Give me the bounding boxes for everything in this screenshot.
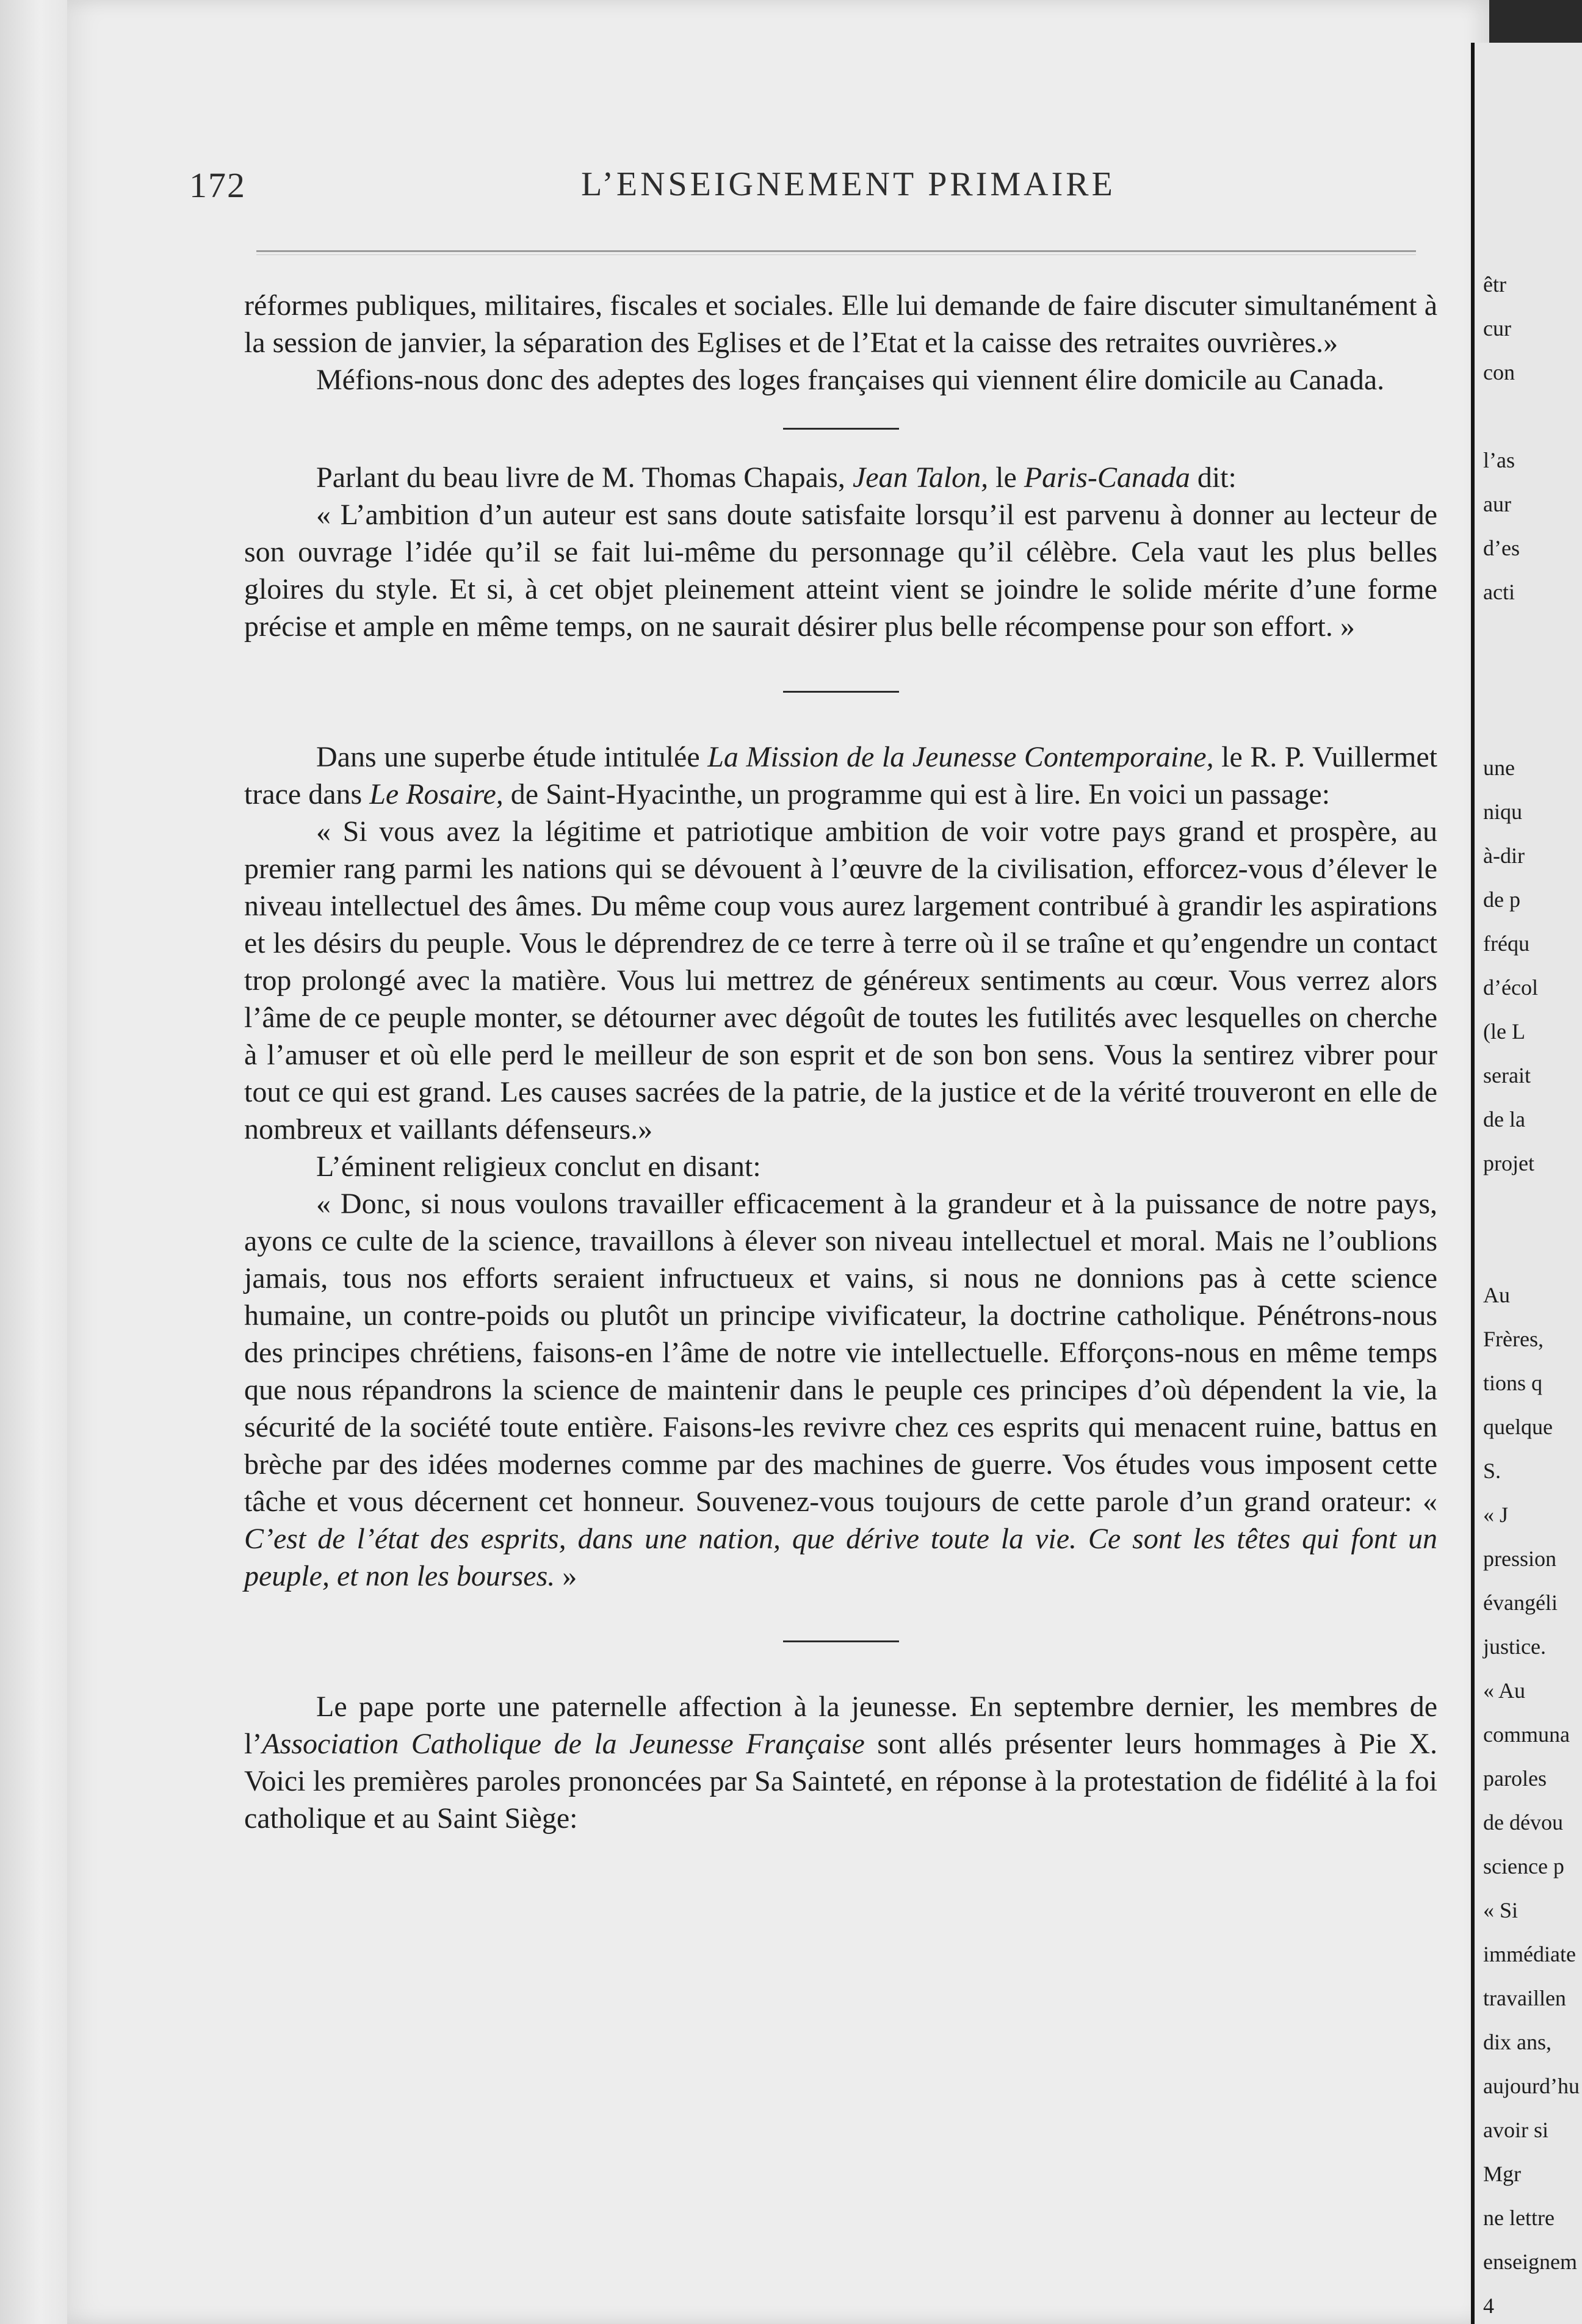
facing-page-fragment: S. <box>1483 1459 1501 1483</box>
italic-text: Paris-Canada <box>1024 461 1190 494</box>
paragraph <box>244 287 1437 361</box>
facing-page-fragment: d’es <box>1483 536 1520 560</box>
text-run: « Si vous avez la légitime et patriotique ambition de voir votre pays grand et prospère, au premier rang parmi les nations qui se dévouent à l’œuvre de la civilisation, efforcez-vous d’élever le niveau intellectuel des âmes. Du même coup vous aurez largement contribué à grandir les aspirations et les désirs du peuple. Vous le déprendrez de ce terre à terre où il se traîne et qu’engendre un contact trop prolongé avec la matière. Vous lui mettrez de généreux sentiments au cœur. Vous verrez alors l’âme de ce peuple monter, se détourner avec dégoût de toutes les futilités avec lesquelles on cherche à l’amuser et où elle perd le meilleur de son esprit et de son bon sens. Vous la sentirez vibrer pour tout ce qui est grand. Les causes sacrées de la patrie, de la justice et de la vérité trouveront en elle de nombreux et vaillants défenseurs.» <box>244 815 1437 1146</box>
text-run: Le pape porte une paternelle affection à la jeunesse. En septembre dernier, les membres de l’ <box>244 1691 1437 1760</box>
facing-page-edge <box>1471 43 1582 2324</box>
facing-page-fragment: d’écol <box>1483 975 1538 1000</box>
facing-page-fragment <box>1475 702 1582 746</box>
facing-page-fragment: communa <box>1483 1722 1570 1747</box>
facing-page-fragment: « J <box>1483 1503 1509 1527</box>
italic-text: La Mission de la Jeunesse Contemporaine, <box>707 741 1214 773</box>
facing-page-fragment <box>1475 1229 1582 1273</box>
page-number: 172 <box>189 165 246 205</box>
paragraph <box>244 496 1437 645</box>
facing-page-fragment <box>1475 658 1582 702</box>
paragraph <box>244 1185 1437 1595</box>
facing-page-fragment: science p <box>1483 1854 1564 1878</box>
facing-page-fragment <box>1475 218 1582 262</box>
italic-text: C’est de l’état des esprits, dans une nation, que dérive toute la vie. Ce sont les têtes qui font un peuple, et non les bourses. <box>244 1523 1437 1592</box>
facing-page-fragment: évangéli <box>1483 1590 1558 1615</box>
facing-page-fragment: « Si <box>1483 1898 1519 1922</box>
page-header <box>189 165 1434 220</box>
facing-page-fragment <box>1475 43 1582 87</box>
facing-page-fragment: avoir si <box>1483 2118 1548 2142</box>
facing-page-fragment: immédiate <box>1483 1942 1576 1966</box>
facing-page-fragment: dix ans, <box>1483 2030 1551 2054</box>
facing-page-fragment: (le L <box>1483 1019 1525 1044</box>
paragraph <box>244 1688 1437 1837</box>
facing-page-fragment: pression <box>1483 1546 1556 1571</box>
facing-page-fragment: une <box>1483 756 1515 780</box>
header-rule <box>256 250 1416 255</box>
facing-page-fragment <box>1475 87 1582 131</box>
facing-page-fragment <box>1475 131 1582 175</box>
italic-text: Le Rosaire, <box>369 778 504 810</box>
facing-page-fragment: paroles <box>1483 1766 1547 1791</box>
facing-page-fragment: acti <box>1483 580 1515 604</box>
paragraph <box>244 738 1437 813</box>
text-run: L’éminent religieux conclut en disant: <box>316 1150 761 1183</box>
facing-page-fragment <box>1475 614 1582 658</box>
facing-page-fragment: Au <box>1483 1283 1510 1307</box>
facing-page-fragment: serait <box>1483 1063 1531 1088</box>
facing-page-fragment: justice. <box>1483 1634 1546 1659</box>
facing-page-fragment: tions q <box>1483 1371 1543 1395</box>
text-run: » <box>555 1560 577 1592</box>
facing-page-fragment: Frères, <box>1483 1327 1544 1351</box>
facing-page-fragment: de p <box>1483 887 1520 912</box>
facing-page-fragment: aur <box>1483 492 1511 516</box>
facing-page-fragment: à-dir <box>1483 843 1525 868</box>
facing-page-fragment: de la <box>1483 1107 1525 1131</box>
facing-page-fragment: 4 <box>1483 2293 1494 2318</box>
text-run: Parlant du beau livre de M. Thomas Chapais, <box>316 461 853 494</box>
facing-page-fragment: travaillen <box>1483 1986 1566 2010</box>
facing-page-fragment: enseignem <box>1483 2250 1577 2274</box>
paragraph <box>244 813 1437 1148</box>
facing-page-fragment: l’as <box>1483 448 1515 472</box>
running-head: L’ENSEIGNEMENT PRIMAIRE <box>581 165 1116 203</box>
italic-text: Jean Talon, <box>852 461 989 494</box>
text-run: « L’ambition d’un auteur est sans doute satisfaite lorsqu’il est parvenu à donner au lecteur de son ouvrage l’idée qu’il se fait lui-même du personnage qu’il célèbre. Cela vaut les plus belles gloires du style. Et si, à cet objet pleinement atteint vient se joindre le solide mérite d’une forme précise et ample en même temps, on ne saurait désirer plus belle récompense pour son effort. » <box>244 499 1437 643</box>
facing-page-fragment: « Au <box>1483 1678 1526 1703</box>
section-separator <box>783 691 899 693</box>
text-run: de Saint-Hyacinthe, un programme qui est à lire. En voici un passage: <box>503 778 1331 810</box>
facing-page-fragment: niqu <box>1483 799 1523 824</box>
paragraph <box>244 459 1437 496</box>
facing-page-fragment: de dévou <box>1483 1810 1563 1835</box>
facing-page-fragment: projet <box>1483 1151 1534 1175</box>
facing-page-fragment <box>1475 175 1582 218</box>
text-run: Méfions-nous donc des adeptes des loges françaises qui viennent élire domicile au Canada. <box>316 364 1385 396</box>
text-run: le R. P. Vuillermet trace dans <box>244 741 1438 810</box>
facing-page-fragment: Mgr <box>1483 2162 1521 2186</box>
text-run: sont allés présenter leurs hommages à Pie X. Voici les premières paroles prononcées par Sa Sainteté, en réponse à la protestation de fidélité à la foi catholique et au Saint Siège: <box>244 1728 1437 1835</box>
facing-page-fragment: êtr <box>1483 272 1506 297</box>
body-text <box>244 287 1437 1837</box>
italic-text: Association Catholique de la Jeunesse Française <box>262 1728 865 1760</box>
facing-page-fragment: quelque <box>1483 1415 1553 1439</box>
text-run: le <box>988 461 1024 494</box>
text-run: « Donc, si nous voulons travailler efficacement à la grandeur et à la puissance de notre pays, ayons ce culte de la science, travaillons à élever son niveau intellectuel et moral. Mais ne l’oublions jamais, tous nos efforts seraient infructueux et vains, si nous ne donnions pas à cette science humaine, un contre-poids ou plutôt un principe vivificateur, la doctrine catholique. Pénétrons-nous des principes chrétiens, faisons-en l’âme de notre vie intellectuelle. Efforçons-nous en même temps que nous répandrons la science de maintenir dans le peuple ces principes d’où dépendent la vie, la sécurité de la société toute entière. Faisons-les revivre chez ces esprits qui menacent ruine, battus en brèche par des idées modernes comme par des machines de guerre. Vos études vous imposent cette tâche et vous décernent cet honneur. Souvenez-vous toujours de cette parole d’un grand orateur: « <box>244 1188 1437 1518</box>
facing-page-fragment: con <box>1483 360 1515 384</box>
text-run: Dans une superbe étude intitulée <box>316 741 708 773</box>
facing-page-fragment: fréqu <box>1483 931 1530 956</box>
facing-page-fragment: cur <box>1483 316 1511 341</box>
facing-page-fragment <box>1475 394 1582 438</box>
facing-page-fragment: ne lettre <box>1483 2206 1555 2230</box>
facing-page-fragment <box>1475 1185 1582 1229</box>
text-run: dit: <box>1190 461 1237 494</box>
facing-page-fragment: aujourd’hu <box>1483 2074 1580 2098</box>
paragraph <box>244 1148 1437 1185</box>
scan-margin <box>0 0 67 2324</box>
section-separator <box>783 428 899 430</box>
paragraph <box>244 361 1437 399</box>
text-run: réformes publiques, militaires, fiscales et sociales. Elle lui demande de faire discuter simultanément à la session de janvier, la séparation des Eglises et de l’Etat et la caisse des retraites ouvrières.» <box>244 289 1437 359</box>
section-separator <box>783 1640 899 1642</box>
